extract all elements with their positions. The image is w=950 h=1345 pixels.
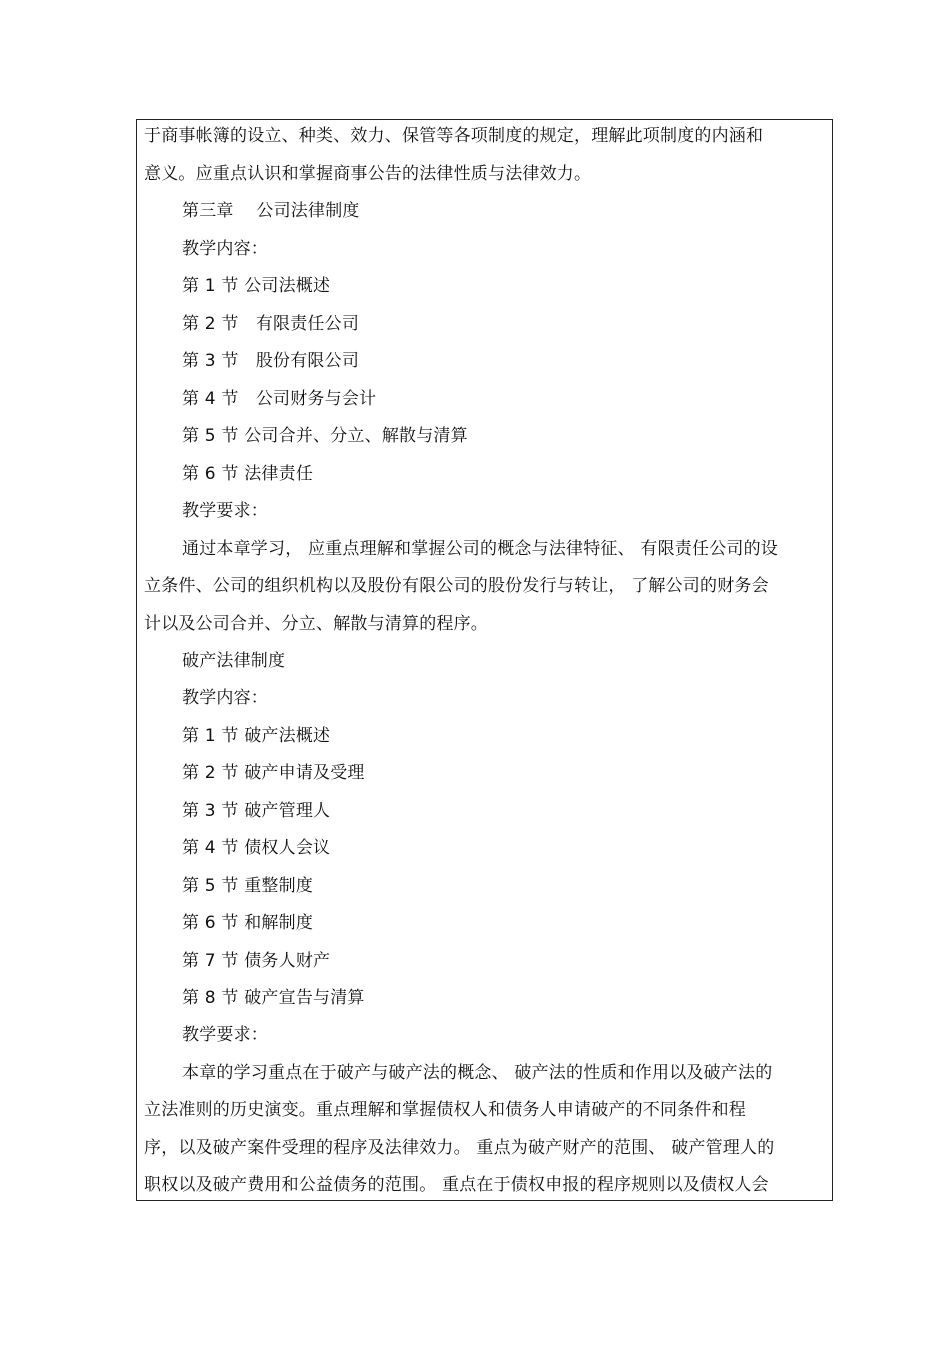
section-item: 第 4 节 债权人会议 xyxy=(182,838,331,858)
section-item: 第 8 节 破产宣告与清算 xyxy=(182,988,365,1008)
section-item: 第 4 节 公司财务与会计 xyxy=(182,389,377,409)
paragraph-line-2: 意义。应重点认识和掌握商事公告的法律性质与法律效力。 xyxy=(144,164,592,184)
paragraph-line: 通过本章学习， 应重点理解和掌握公司的概念与法律特征、 有限责任公司的设 xyxy=(182,539,779,559)
chapter-heading: 第三章 公司法律制度 xyxy=(182,201,360,221)
section-item: 第 1 节 破产法概述 xyxy=(182,726,331,746)
teaching-requirements-label: 教学要求： xyxy=(182,1025,268,1045)
paragraph-line: 计以及公司合并、分立、解散与清算的程序。 xyxy=(144,614,488,634)
section-item: 第 5 节 公司合并、分立、解散与清算 xyxy=(182,426,468,446)
section-item: 第 6 节 法律责任 xyxy=(182,464,314,484)
section-item: 第 1 节 公司法概述 xyxy=(182,276,331,296)
paragraph-line: 本章的学习重点在于破产与破产法的概念、 破产法的性质和作用以及破产法的 xyxy=(182,1063,773,1083)
section-item: 第 3 节 股份有限公司 xyxy=(182,351,360,371)
paragraph-line-1: 于商事帐簿的设立、种类、效力、保管等各项制度的规定，理解此项制度的内涵和 xyxy=(144,126,764,146)
teaching-content-label: 教学内容： xyxy=(182,688,268,708)
section-item: 第 2 节 有限责任公司 xyxy=(182,314,360,334)
section-item: 第 2 节 破产申请及受理 xyxy=(182,763,365,783)
section-item: 第 5 节 重整制度 xyxy=(182,876,314,896)
chapter-heading: 破产法律制度 xyxy=(182,651,286,671)
teaching-content-label: 教学内容： xyxy=(182,239,268,259)
teaching-requirements-label: 教学要求： xyxy=(182,501,268,521)
paragraph-line: 立条件、公司的组织机构以及股份有限公司的股份发行与转让， 了解公司的财务会 xyxy=(144,576,769,596)
section-item: 第 3 节 破产管理人 xyxy=(182,801,331,821)
section-item: 第 6 节 和解制度 xyxy=(182,913,314,933)
paragraph-line: 职权以及破产费用和公益债务的范围。 重点在于债权申报的程序规则以及债权人会 xyxy=(144,1175,769,1195)
section-item: 第 7 节 债务人财产 xyxy=(182,951,331,971)
paragraph-line: 立法准则的历史演变。重点理解和掌握债权人和债务人申请破产的不同条件和程 xyxy=(144,1100,746,1120)
paragraph-line: 序，以及破产案件受理的程序及法律效力。 重点为破产财产的范围、 破产管理人的 xyxy=(144,1138,775,1158)
